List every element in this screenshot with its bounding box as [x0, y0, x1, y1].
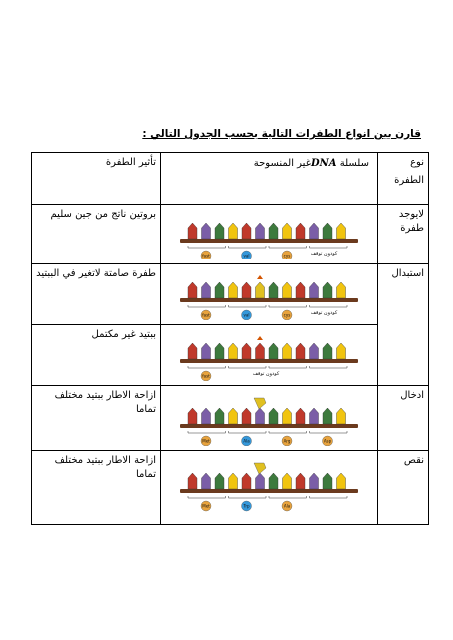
nucleotide-base: [188, 282, 197, 298]
nucleotide-base: [283, 343, 292, 359]
nucleotide-base: [323, 223, 332, 239]
nucleotide-base: [283, 223, 292, 239]
type-cell: لايوجد طفرة: [378, 205, 429, 264]
stop-codon-label: كودون توقف: [310, 251, 338, 257]
nucleotide-base: [202, 343, 211, 359]
header-type-line1: نوع: [410, 157, 424, 168]
mutation-comparison-table: [31, 152, 429, 525]
codon-bracket: [229, 305, 267, 307]
header-row: [32, 153, 429, 205]
nucleotide-base: [229, 223, 238, 239]
nucleotide-base: [283, 408, 292, 424]
nucleotide-base: [188, 343, 197, 359]
dna-backbone: [180, 359, 358, 363]
type-cell: استبدال: [378, 264, 429, 386]
nucleotide-base: [323, 343, 332, 359]
nucleotide-base: [202, 408, 211, 424]
dna-illustration-cell: [161, 205, 378, 264]
nucleotide-base: [202, 223, 211, 239]
amino-acid-label: fast: [202, 373, 210, 379]
codon-bracket: [269, 246, 307, 248]
nucleotide-base: [310, 408, 319, 424]
nucleotide-base: [296, 473, 305, 489]
nucleotide-base: [256, 343, 265, 359]
effect-cell: بروتين ناتج من جين سليم: [32, 205, 161, 264]
effect-cell: ببتيد غير مكتمل: [32, 325, 161, 386]
amino-acid-label: fast: [202, 312, 210, 318]
type-cell: ادخال: [378, 386, 429, 451]
nucleotide-base: [229, 408, 238, 424]
dna-strand-diagram: [174, 396, 364, 446]
amino-acid-label: Ala: [243, 438, 250, 444]
nucleotide-base: [188, 408, 197, 424]
nucleotide-base: [310, 343, 319, 359]
dna-illustration-cell: [161, 451, 378, 525]
codon-bracket: [310, 305, 348, 307]
nucleotide-base: [310, 223, 319, 239]
exercise-heading: قارن بين انواع الطفرات التالية بحسب الجدول التالي :: [142, 128, 421, 140]
dna-strand-diagram: [174, 335, 364, 381]
nucleotide-base: [269, 282, 278, 298]
nucleotide-base: [296, 343, 305, 359]
nucleotide-base: [256, 282, 265, 298]
nucleotide-base: [337, 473, 346, 489]
codon-bracket: [310, 366, 348, 368]
dna-illustration-cell: [161, 386, 378, 451]
codon-bracket: [310, 431, 348, 433]
header-effect-cell: تأثير الطفرة: [32, 153, 161, 205]
nucleotide-base: [202, 473, 211, 489]
dna-illustration-cell: [161, 325, 378, 386]
row-insertion: [32, 386, 429, 451]
dna-backbone: [180, 298, 358, 302]
amino-acid-label: Met: [202, 503, 210, 509]
row-no-mutation: [32, 205, 429, 264]
nucleotide-base: [269, 408, 278, 424]
amino-acid-label: Asp: [323, 438, 332, 444]
codon-bracket: [269, 496, 307, 498]
codon-bracket: [269, 366, 307, 368]
amino-acid-label: Ala: [283, 503, 291, 509]
nucleotide-base: [256, 473, 265, 489]
nucleotide-base: [229, 282, 238, 298]
codon-bracket: [188, 366, 226, 368]
amino-acid-label: Trp: [243, 503, 250, 509]
codon-bracket: [188, 305, 226, 307]
nucleotide-base: [229, 473, 238, 489]
header-dna-cell: [161, 153, 378, 205]
mutation-arrow-icon: [257, 275, 263, 279]
nucleotide-base: [283, 282, 292, 298]
row-substitution-silent: [32, 264, 429, 325]
codon-bracket: [229, 366, 267, 368]
codon-bracket: [310, 246, 348, 248]
row-deletion: [32, 451, 429, 525]
nucleotide-base: [242, 282, 251, 298]
nucleotide-base: [323, 408, 332, 424]
codon-bracket: [269, 305, 307, 307]
nucleotide-base: [283, 473, 292, 489]
header-dna-suffix: غير المنسوحة: [253, 158, 311, 169]
codon-bracket: [188, 246, 226, 248]
nucleotide-base: [215, 408, 224, 424]
amino-acid-label: cys: [283, 312, 291, 318]
nucleotide-base: [337, 282, 346, 298]
nucleotide-base: [296, 408, 305, 424]
stop-codon-label: كودون توقف: [252, 371, 280, 377]
nucleotide-base: [337, 408, 346, 424]
dna-strand-diagram: [174, 215, 364, 259]
effect-cell: ازاحة الاطار ببتيد مختلف تماما: [32, 386, 161, 451]
codon-bracket: [310, 496, 348, 498]
header-type-cell: [378, 153, 429, 205]
nucleotide-base: [296, 282, 305, 298]
mutation-arrow-icon: [257, 336, 263, 340]
nucleotide-base: [215, 473, 224, 489]
nucleotide-base: [242, 408, 251, 424]
nucleotide-base: [242, 473, 251, 489]
effect-cell: طفرة صامتة لاتغير في الببتيد: [32, 264, 161, 325]
nucleotide-base: [202, 282, 211, 298]
dna-strand-diagram: [174, 461, 364, 515]
shifted-base-icon: [254, 398, 266, 409]
dna-backbone: [180, 424, 358, 428]
nucleotide-base: [269, 473, 278, 489]
nucleotide-base: [215, 343, 224, 359]
amino-acid-label: Arg: [283, 438, 291, 444]
dna-strand-diagram: [174, 274, 364, 320]
header-dna-word: DNA: [310, 158, 337, 169]
stop-codon-label: كودون توقف: [310, 310, 338, 316]
type-cell: نقص: [378, 451, 429, 525]
codon-bracket: [188, 496, 226, 498]
amino-acid-label: cys: [283, 253, 291, 259]
nucleotide-base: [242, 343, 251, 359]
nucleotide-base: [242, 223, 251, 239]
nucleotide-base: [296, 223, 305, 239]
nucleotide-base: [188, 473, 197, 489]
nucleotide-base: [337, 223, 346, 239]
amino-acid-label: val: [243, 253, 250, 259]
nucleotide-base: [323, 473, 332, 489]
codon-bracket: [229, 431, 267, 433]
amino-acid-label: Met: [202, 438, 210, 444]
codon-bracket: [229, 246, 267, 248]
codon-bracket: [188, 431, 226, 433]
nucleotide-base: [310, 473, 319, 489]
header-type-line2: الطفرة: [394, 175, 424, 186]
nucleotide-base: [256, 223, 265, 239]
nucleotide-base: [269, 223, 278, 239]
nucleotide-base: [269, 343, 278, 359]
nucleotide-base: [310, 282, 319, 298]
amino-acid-label: fast: [202, 253, 210, 259]
nucleotide-base: [323, 282, 332, 298]
dna-backbone: [180, 239, 358, 243]
nucleotide-base: [229, 343, 238, 359]
dna-illustration-cell: [161, 264, 378, 325]
nucleotide-base: [215, 282, 224, 298]
row-substitution-nonsense: [32, 325, 429, 386]
codon-bracket: [269, 431, 307, 433]
header-dna-prefix: سلسلة: [339, 158, 369, 169]
codon-bracket: [229, 496, 267, 498]
nucleotide-base: [215, 223, 224, 239]
dna-backbone: [180, 489, 358, 493]
amino-acid-label: val: [243, 312, 250, 318]
nucleotide-base: [256, 408, 265, 424]
nucleotide-base: [188, 223, 197, 239]
shifted-base-icon: [254, 463, 266, 474]
effect-cell: ازاحة الاطار ببتيد مختلف تماما: [32, 451, 161, 525]
nucleotide-base: [337, 343, 346, 359]
